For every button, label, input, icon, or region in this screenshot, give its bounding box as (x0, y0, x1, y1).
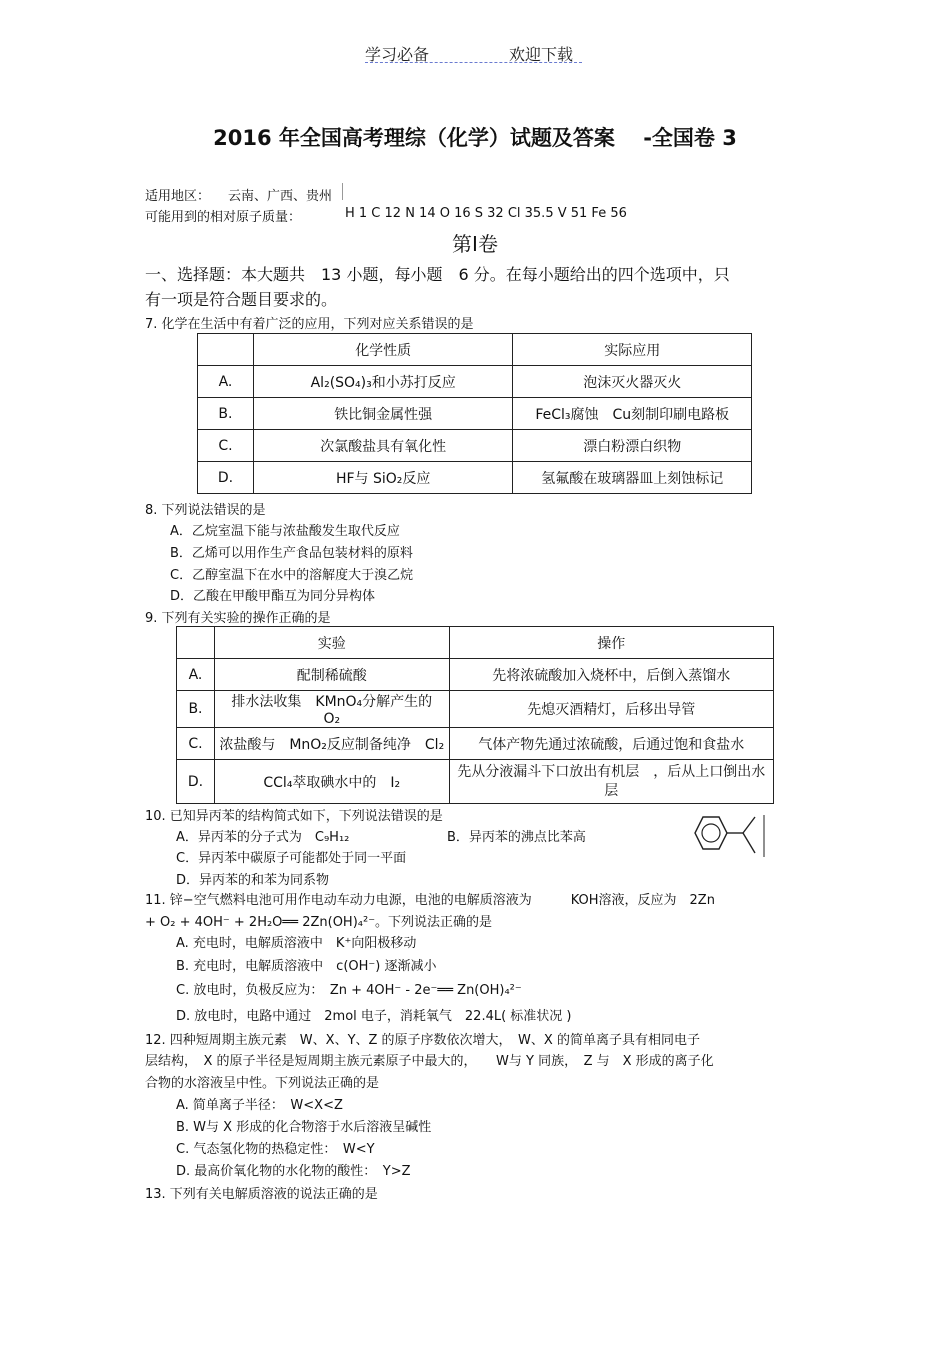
table-cell: HF与 SiO₂反应 (253, 462, 513, 494)
table-cell: 铁比铜金属性强 (253, 398, 513, 430)
table-row (177, 691, 774, 728)
table-cell: D. (177, 760, 215, 804)
table-row (198, 398, 752, 430)
table-cell (177, 627, 215, 659)
q8-option-a: A．乙烷室温下能与浓盐酸发生取代反应 (170, 524, 400, 539)
table-cell: CCl₄萃取碘水中的 I₂ (214, 760, 449, 804)
table-row (198, 462, 752, 494)
divider (342, 183, 343, 200)
q8-option-b: B．乙烯可以用作生产食品包装材料的原料 (170, 546, 413, 561)
table-cell: C. (198, 430, 254, 462)
q12-line-3: 合物的水溶液呈中性。下列说法正确的是 (145, 1076, 380, 1091)
q12-option-d: D. 最高价氧化物的水化物的酸性： Y>Z (176, 1164, 411, 1179)
region-label: 适用地区： (145, 189, 211, 204)
table-cell: 氢氟酸在玻璃器皿上刻蚀标记 (513, 462, 752, 494)
q8-stem: 8. 下列说法错误的是 (145, 503, 266, 518)
table-cell: 气体产物先通过浓硫酸，后通过饱和食盐水 (449, 728, 773, 760)
q9-stem: 9. 下列有关实验的操作正确的是 (145, 611, 331, 626)
table-cell: D. (198, 462, 254, 494)
table-cell: 化学性质 (253, 334, 513, 366)
table-row (177, 627, 774, 659)
q12-line-1: 12. 四种短周期主族元素 W、X、Y、Z 的原子序数依次增大， W、X 的简单离子具有相同电子 (145, 1033, 700, 1048)
table-row (177, 760, 774, 804)
q10-option-c: C．异丙苯中碳原子可能都处于同一平面 (176, 851, 407, 866)
q11-option-b: B. 充电时，电解质溶液中 c(OH⁻) 逐渐减小 (176, 959, 437, 974)
region-value: 云南、广西、贵州 (228, 189, 333, 204)
header-right: 欢迎下载 (509, 45, 574, 64)
q11-option-a: A. 充电时，电解质溶液中 K⁺向阳极移动 (176, 936, 417, 951)
intro-line-2: 有一项是符合题目要求的。 (145, 290, 338, 309)
table-cell: A. (198, 366, 254, 398)
q11-option-c: C. 放电时，负极反应为： Zn + 4OH⁻ - 2e⁻══ Zn(OH)₄²⁻ (176, 983, 522, 998)
table-cell: 浓盐酸与 MnO₂反应制备纯净 Cl₂ (214, 728, 449, 760)
header-left: 学习必备 (365, 45, 430, 64)
mass-label: 可能用到的相对原子质量： (145, 210, 302, 225)
table-cell: 实验 (214, 627, 449, 659)
table-cell: 配制稀硫酸 (214, 659, 449, 691)
q11-line-2: + O₂ + 4OH⁻ + 2H₂O══ 2Zn(OH)₄²⁻。下列说法正确的是 (145, 915, 493, 930)
q11-line-1: 11. 锌−空气燃料电池可用作电动车动力电源，电池的电解质溶液为 KOH溶液，反应为 2Zn (145, 893, 715, 908)
q8-option-d: D．乙酸在甲酸甲酯互为同分异构体 (170, 589, 376, 604)
table-row (177, 728, 774, 760)
table-row (177, 659, 774, 691)
q12-line-2: 层结构， X 的原子半径是短周期主族元素原子中最大的， W与 Y 同族， Z 与 X 形成的离子化 (145, 1054, 714, 1069)
table-cell (198, 334, 254, 366)
table-row (198, 334, 752, 366)
q8-option-c: C．乙醇室温下在水中的溶解度大于溴乙烷 (170, 568, 414, 583)
q10-option-b: B．异丙苯的沸点比苯高 (447, 830, 586, 845)
table-cell: A. (177, 659, 215, 691)
table-cell: 漂白粉漂白织物 (513, 430, 752, 462)
table-cell: 先从分液漏斗下口放出有机层 ，后从上口倒出水层 (449, 760, 773, 804)
page-title: 2016 年全国高考理综（化学）试题及答案 -全国卷 3 (213, 126, 737, 150)
q7-table (197, 333, 752, 494)
table-cell: 排水法收集 KMnO₄分解产生的 O₂ (214, 691, 449, 728)
q11-option-d: D. 放电时，电路中通过 2mol 电子，消耗氧气 22.4L( 标准状况 ) (176, 1009, 572, 1024)
table-cell: Al₂(SO₄)₃和小苏打反应 (253, 366, 513, 398)
table-row (198, 366, 752, 398)
q7-stem: 7. 化学在生活中有着广泛的应用，下列对应关系错误的是 (145, 317, 474, 332)
table-cell: 实际应用 (513, 334, 752, 366)
table-cell: B. (198, 398, 254, 430)
q12-option-b: B. W与 X 形成的化合物溶于水后溶液呈碱性 (176, 1120, 432, 1135)
table-cell: 先将浓硫酸加入烧杯中，后倒入蒸馏水 (449, 659, 773, 691)
intro-line-1: 一、选择题：本大题共 13 小题，每小题 6 分。在每小题给出的四个选项中，只 (145, 265, 730, 284)
table-cell: 泡沫灭火器灭火 (513, 366, 752, 398)
table-cell: 操作 (449, 627, 773, 659)
q12-option-a: A. 简单离子半径： W<X<Z (176, 1098, 343, 1113)
q13-stem: 13. 下列有关电解质溶液的说法正确的是 (145, 1187, 378, 1202)
table-cell: C. (177, 728, 215, 760)
header-underline (365, 62, 582, 63)
q9-table (176, 626, 774, 804)
q10-option-a: A．异丙苯的分子式为 C₉H₁₂ (176, 830, 350, 845)
volume-heading: 第Ⅰ卷 (452, 232, 498, 256)
isopropylbenzene-structure-icon (685, 813, 767, 861)
table-row (198, 430, 752, 462)
table-cell: B. (177, 691, 215, 728)
mass-value: H 1 C 12 N 14 O 16 S 32 Cl 35.5 V 51 Fe 56 (345, 206, 627, 221)
table-cell: FeCl₃腐蚀 Cu刻制印刷电路板 (513, 398, 752, 430)
q10-stem: 10. 已知异丙苯的结构简式如下，下列说法错误的是 (145, 809, 443, 824)
q10-option-d: D．异丙苯的和苯为同系物 (176, 873, 330, 888)
table-cell: 先熄灭酒精灯，后移出导管 (449, 691, 773, 728)
table-cell: 次氯酸盐具有氧化性 (253, 430, 513, 462)
q12-option-c: C. 气态氢化物的热稳定性： W<Y (176, 1142, 375, 1157)
